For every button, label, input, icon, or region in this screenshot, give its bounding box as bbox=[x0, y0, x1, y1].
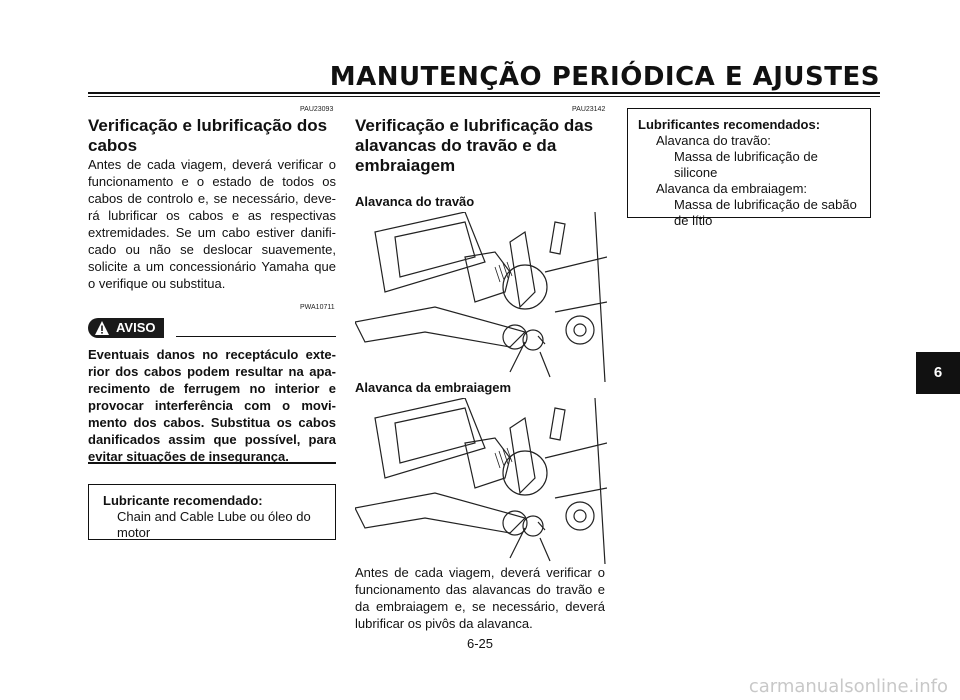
left-lubricant-value: Chain and Cable Lube ou óleo do motor bbox=[117, 509, 311, 540]
brake-lube-value: Massa de lubrificação de silicone bbox=[674, 149, 818, 180]
page-header-title: MANUTENÇÃO PERIÓDICA E AJUSTES bbox=[329, 62, 880, 92]
warning-code: PWA10711 bbox=[300, 304, 335, 311]
warning-text: Eventuais danos no receptáculo exte-rior dos cabos podem resultar na apa-recimento de ferrugem no interior e provocar interferência com o movi-mento dos cabos. Substitua os cabos danificados assim que possível, para evitar situações de insegurança. bbox=[88, 347, 336, 464]
footer-watermark: carmanualsonline.info bbox=[748, 676, 948, 697]
left-section-code: PAU23093 bbox=[300, 106, 334, 113]
warning-icon bbox=[94, 320, 110, 336]
warning-label: AVISO bbox=[116, 320, 156, 335]
chapter-tab: 6 bbox=[916, 352, 960, 394]
left-body-text: Antes de cada viagem, deverá verificar o funcionamento e o estado de todos os cabos de controlo e, se necessário, deve-rá lubrificar os cabos e as respectivas extremidades. Se um cabo estiver danifi-cado ou não se deslocar suavemente, solicite a um concessionário Yamaha que o verifique ou substitua. bbox=[88, 157, 336, 291]
left-lubricant-label: Lubricante recomendado: bbox=[103, 493, 263, 508]
brake-lever-caption: Alavanca do travão bbox=[355, 194, 475, 209]
left-lubricant-box bbox=[88, 484, 336, 540]
right-lubricants-box bbox=[627, 108, 871, 228]
warning-badge bbox=[88, 318, 164, 338]
middle-section-code: PAU23142 bbox=[572, 106, 606, 113]
header-rule bbox=[88, 92, 880, 94]
header-rule-thin bbox=[88, 96, 880, 97]
right-lubricants-label: Lubrificantes recomendados: bbox=[638, 117, 821, 132]
brake-lever-illustration bbox=[355, 212, 607, 382]
warning-bottom-rule bbox=[88, 462, 336, 464]
warning-header bbox=[88, 318, 336, 338]
left-section-title: Verificação e lubrificação dos cabos bbox=[88, 116, 328, 155]
clutch-lever-caption: Alavanca da embraiagem bbox=[355, 380, 512, 395]
brake-lube-label: Alavanca do travão: bbox=[656, 133, 771, 148]
middle-section-title: Verificação e lubrificação das alavancas do travão e da embraiagem bbox=[355, 116, 594, 175]
page-number: 6-25 bbox=[466, 636, 494, 651]
middle-body-text: Antes de cada viagem, deverá verificar o funcionamento das alavancas do travão e da embraiagem e, se necessário, deverá lubrificar os pivôs da alavanca. bbox=[355, 565, 605, 631]
clutch-lever-illustration bbox=[355, 398, 607, 564]
clutch-lube-label: Alavanca da embraiagem: bbox=[656, 181, 808, 196]
clutch-lube-value: Massa de lubrificação de sabão de lítio bbox=[674, 197, 857, 228]
warning-header-rule bbox=[176, 336, 336, 337]
